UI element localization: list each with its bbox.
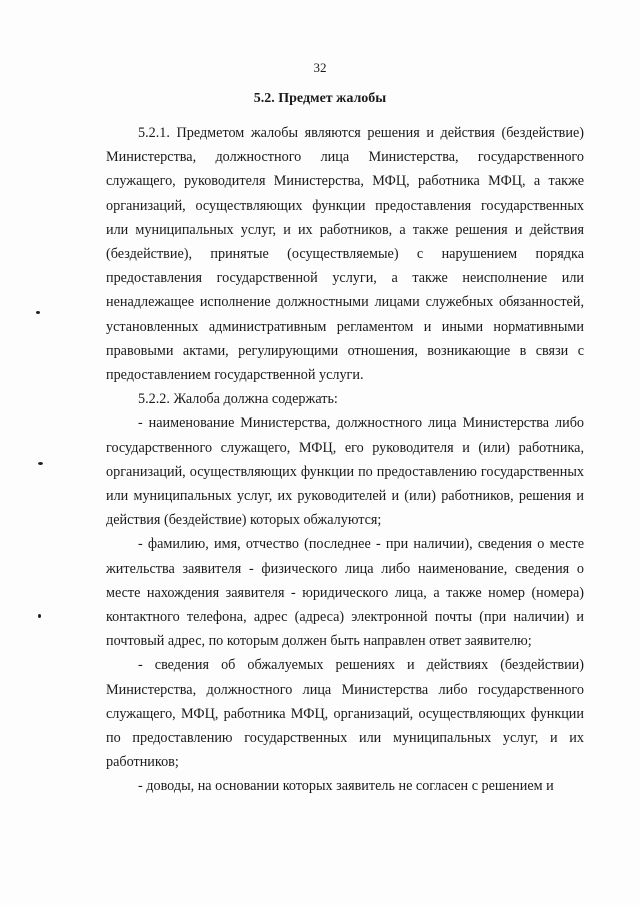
scan-speck [38, 462, 43, 465]
list-item-appealed-decisions: - сведения об обжалуемых решениях и действиях (бездействии) Министерства, должностного лица Министерства либо государственного служащего, МФЦ, работника МФЦ, организаций, осуществляющих функции по предоставлению государственных или муниципальных услуг, и их работников; [106, 657, 584, 771]
list-item-name: - наименование Министерства, должностного лица Министерства либо государственного служащего, МФЦ, его руководителя и (или) работника, организаций, осуществляющих функции по предоставлению государственных или муниципальных услуг, их руководителей и (или) работников, решения и действия (бездействие) которых обжалуются; [106, 415, 584, 529]
scan-speck [36, 311, 40, 314]
list-item-arguments: - доводы, на основании которых заявитель не согласен с решением и [138, 778, 554, 795]
paragraph-5-2-1: 5.2.1. Предметом жалобы являются решения и действия (бездействие) Министерства, должностного лица Министерства, государственного служащего, руководителя Министерства, МФЦ, работника МФЦ, а также организаций, осуществляющих функции предоставления государственных или муниципальных услуг, и их работников, а также решения и действия (бездействие), принятые (осуществляемые) с нарушением порядка предоставления государственной услуги, а также неисполнение или ненадлежащее исполнение должностными лицами служебных обязанностей, установленных административным регламентом и иными нормативными правовыми актами, регулирующими отношения, возникающие в связи с предоставлением государственной услуги. [106, 125, 584, 384]
page-number: 32 [313, 60, 327, 75]
paragraph-5-2-2: 5.2.2. Жалоба должна содержать: [138, 391, 338, 408]
scan-speck [38, 614, 41, 618]
section-title: 5.2. Предмет жалобы [253, 91, 387, 106]
document-body [106, 121, 584, 799]
list-item-applicant-info: - фамилию, имя, отчество (последнее - при наличии), сведения о месте жительства заявителя - физического лица либо наименование, сведения о месте нахождения заявителя - юридического лица, а также номер (номера) контактного телефона, адрес (адреса) электронной почты (при наличии) и почтовый адрес, по которым должен быть направлен ответ заявителю; [106, 536, 584, 650]
